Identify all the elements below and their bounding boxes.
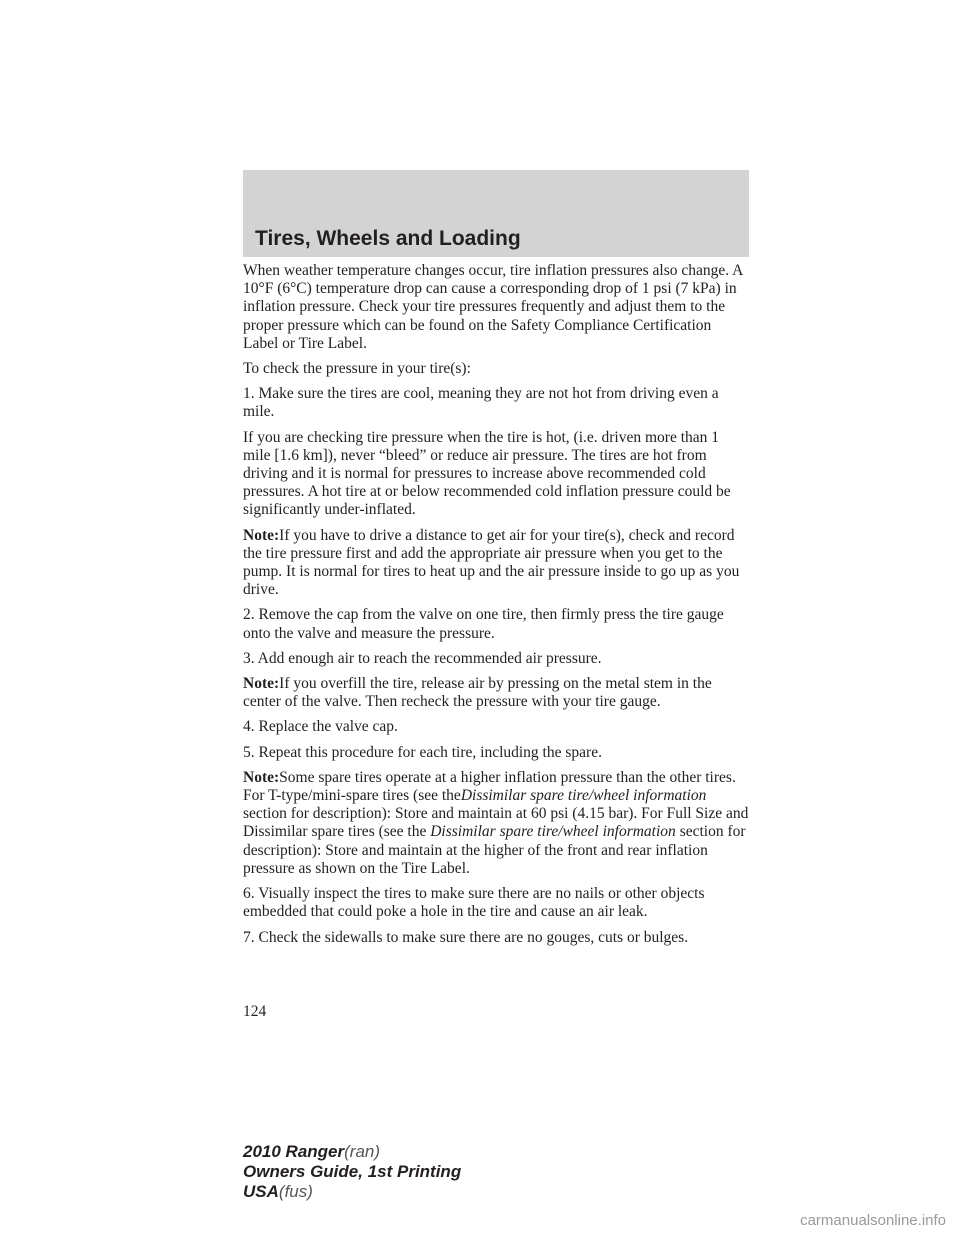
watermark: carmanualsonline.info xyxy=(800,1212,946,1229)
body-text xyxy=(243,262,749,954)
footer xyxy=(243,1142,461,1202)
note-text: section for description): Store and maintain at the higher of the front and rear inflation pressure as shown on the Tire Label. xyxy=(243,823,746,877)
paragraph-hot-tire: If you are checking tire pressure when the tire is hot, (i.e. driven more than 1 mile [1.6 km]), never “bleed” or reduce air pressure. The tires are hot from driving and it is normal for pressures to increase above recommended cold pressures. A hot tire at or below recommended cold inflation pressure could be significantly under-inflated. xyxy=(243,428,731,519)
note-text: section for description): Store and maintain at 60 psi (4.15 bar). For Full Size and Dissimilar spare tires (see the xyxy=(243,805,749,841)
paragraph-temperature: When weather temperature changes occur, tire inflation pressures also change. A 10°F (6°C) temperature drop can cause a corresponding drop of 1 psi (7 kPa) in inflation pressure. Check your tire pressures frequently and adjust them to the proper pressure which can be found on the Safety Compliance Certification Label or Tire Label. xyxy=(243,262,743,352)
note-text: If you overfill the tire, release air by pressing on the metal stem in the center of the valve. Then recheck the pressure with your tire gauge. xyxy=(243,675,712,711)
cross-reference: Dissimilar spare tire/wheel information xyxy=(460,787,707,805)
step-6: 6. Visually inspect the tires to make sure there are no nails or other objects embedded that could poke a hole in the tire and cause an air leak. xyxy=(243,885,705,921)
note-spare-tires xyxy=(243,769,749,878)
footer-market: USA xyxy=(243,1182,279,1201)
note-text: Some spare tires operate at a higher inflation pressure than the other tires. For T-type/mini-spare tires (see the xyxy=(243,768,736,805)
step-4: 4. Replace the valve cap. xyxy=(243,718,398,736)
note-overfill xyxy=(243,675,749,711)
note-text: If you have to drive a distance to get air for your tire(s), check and record the tire pressure first and add the appropriate air pressure when you get to the pump. It is normal for tires to heat up and the air pressure inside to go up as you drive. xyxy=(243,526,740,599)
section-title: Tires, Wheels and Loading xyxy=(255,227,521,250)
step-7: 7. Check the sidewalls to make sure there are no gouges, cuts or bulges. xyxy=(243,928,689,946)
footer-model-line xyxy=(243,1142,461,1162)
footer-model-code: (ran) xyxy=(344,1142,381,1161)
step-5: 5. Repeat this procedure for each tire, including the spare. xyxy=(243,743,602,761)
cross-reference: Dissimilar spare tire/wheel information xyxy=(430,823,676,841)
section-header-band xyxy=(243,170,749,257)
note-drive-distance xyxy=(243,527,749,600)
note-label: Note: xyxy=(243,675,280,693)
footer-model: 2010 Ranger xyxy=(243,1142,345,1161)
footer-market-code: (fus) xyxy=(278,1182,313,1201)
footer-market-line xyxy=(243,1182,461,1202)
step-2: 2. Remove the cap from the valve on one tire, then firmly press the tire gauge onto the valve and measure the pressure. xyxy=(243,606,724,642)
paragraph-check-intro: To check the pressure in your tire(s): xyxy=(243,360,471,378)
note-label: Note: xyxy=(243,526,280,544)
page-number: 124 xyxy=(243,1003,267,1020)
note-label: Note: xyxy=(243,768,280,786)
step-1: 1. Make sure the tires are cool, meaning they are not hot from driving even a mile. xyxy=(243,385,719,421)
footer-guide: Owners Guide, 1st Printing xyxy=(243,1162,462,1181)
step-3: 3. Add enough air to reach the recommended air pressure. xyxy=(243,649,602,667)
